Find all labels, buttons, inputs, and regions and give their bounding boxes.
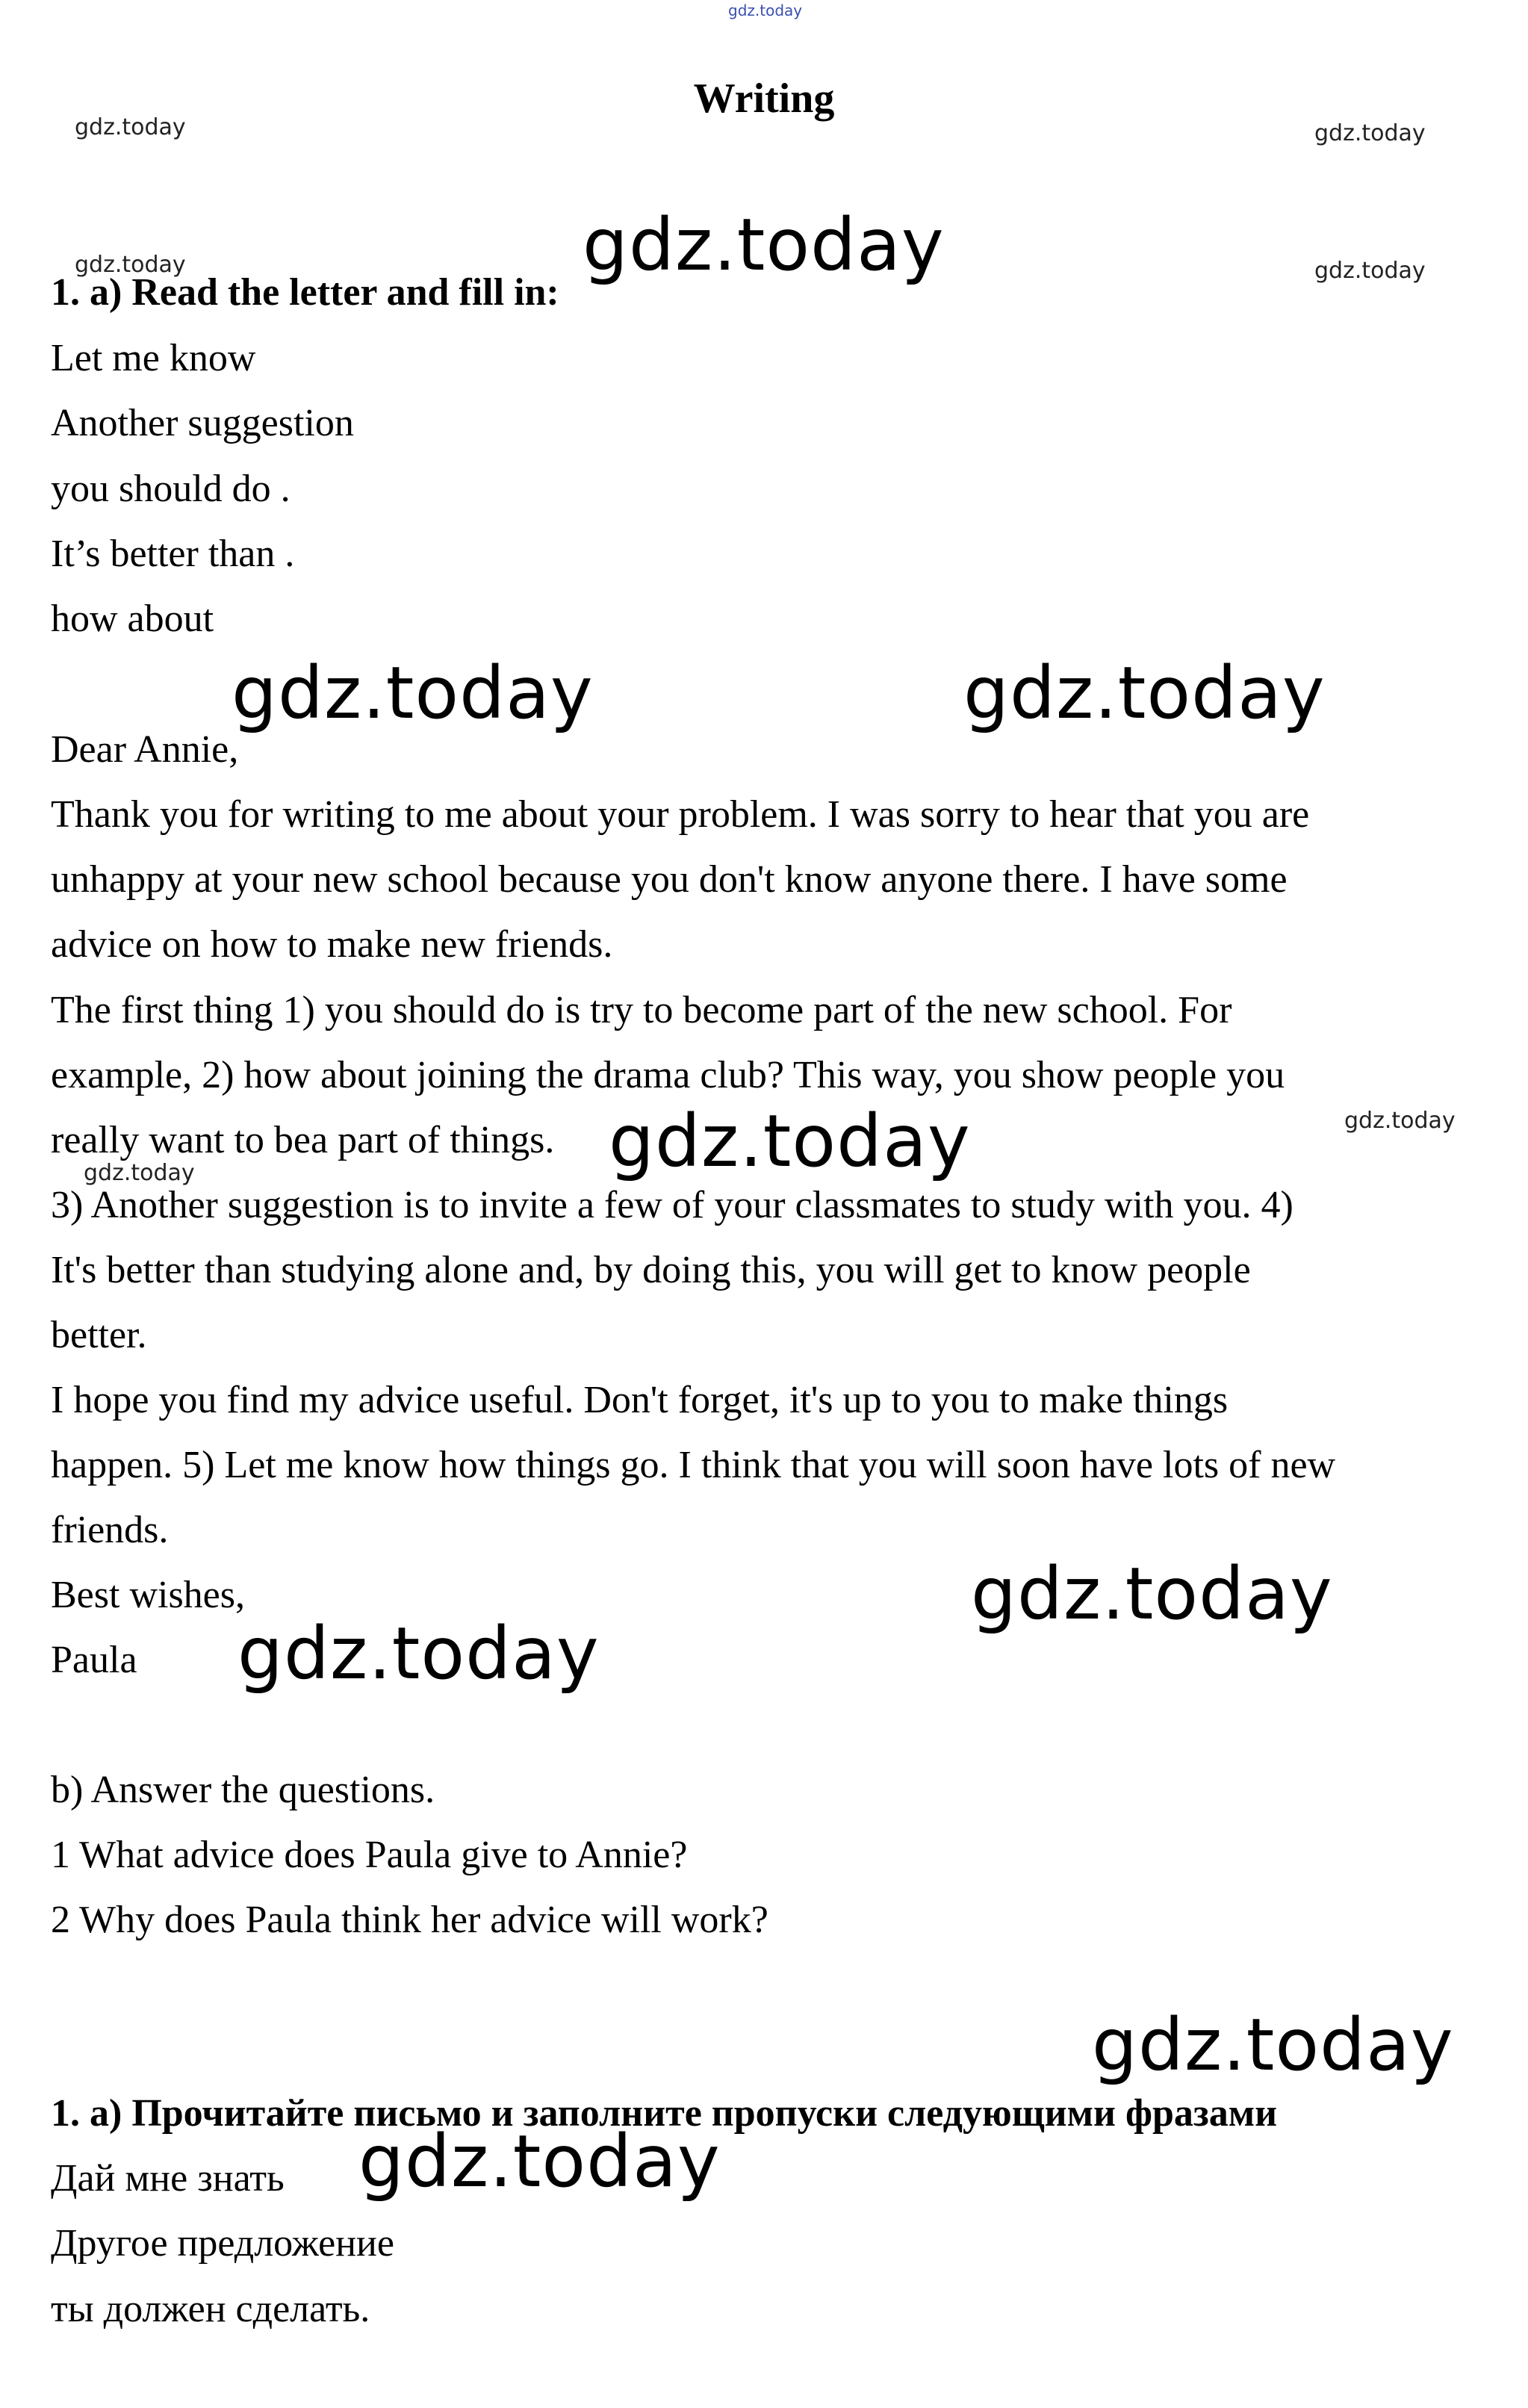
watermark-large: gdz.today <box>237 1612 600 1695</box>
watermark-small: gdz.today <box>1314 120 1426 146</box>
letter-line: advice on how to make new friends. <box>51 923 613 966</box>
letter-line: It's better than studying alone and, by doing this, you will get to know people <box>51 1249 1251 1291</box>
watermark-large: gdz.today <box>1092 2003 1454 2087</box>
watermark-small: gdz.today <box>75 114 186 140</box>
letter-line: happen. 5) Let me know how things go. I think that you will soon have lots of new <box>51 1444 1336 1486</box>
letter-line: I hope you find my advice useful. Don't forget, it's up to you to make things <box>51 1379 1229 1421</box>
watermark-large: gdz.today <box>609 1099 971 1183</box>
letter-line: Best wishes, <box>51 1574 245 1616</box>
letter-line: The first thing 1) you should do is try to become part of the new school. For <box>51 989 1232 1031</box>
question-item: 2 Why does Paula think her advice will work? <box>51 1899 768 1941</box>
watermark-large: gdz.today <box>963 651 1326 735</box>
phrase-item: you should do . <box>51 468 291 510</box>
task-b-heading: b) Answer the questions. <box>51 1769 435 1811</box>
task-a-heading: 1. a) Read the letter and fill in: <box>51 271 559 314</box>
watermark-large: gdz.today <box>971 1552 1333 1636</box>
translation-phrase: Другое предложение <box>51 2222 394 2265</box>
letter-line: Paula <box>51 1639 137 1681</box>
phrase-item: It’s better than . <box>51 533 295 575</box>
watermark-large: gdz.today <box>232 651 594 735</box>
translation-phrase: ты должен сделать. <box>51 2288 370 2330</box>
phrase-item: Another suggestion <box>51 402 354 444</box>
translation-phrase: Дай мне знать <box>51 2157 285 2200</box>
header-watermark: gdz.today <box>728 1 803 19</box>
watermark-small: gdz.today <box>1314 258 1426 284</box>
translation-heading: 1. a) Прочитайте письмо и заполните пропуски следующими фразами <box>51 2092 1278 2135</box>
letter-line: Dear Annie, <box>51 728 239 771</box>
phrase-item: Let me know <box>51 337 256 379</box>
letter-line: 3) Another suggestion is to invite a few of your classmates to study with you. 4) <box>51 1184 1293 1226</box>
letter-line: unhappy at your new school because you don't know anyone there. I have some <box>51 858 1288 901</box>
watermark-small: gdz.today <box>1344 1108 1456 1134</box>
page-title: Writing <box>693 75 835 122</box>
letter-line: really want to bea part of things. <box>51 1119 555 1161</box>
watermark-large: gdz.today <box>358 2120 721 2203</box>
letter-line: example, 2) how about joining the drama club? This way, you show people you <box>51 1054 1285 1096</box>
question-item: 1 What advice does Paula give to Annie? <box>51 1834 688 1876</box>
letter-line: better. <box>51 1314 147 1356</box>
watermark-small: gdz.today <box>75 252 186 278</box>
letter-line: friends. <box>51 1509 169 1551</box>
letter-line: Thank you for writing to me about your problem. I was sorry to hear that you are <box>51 793 1310 836</box>
watermark-large: gdz.today <box>583 203 945 287</box>
phrase-item: how about <box>51 598 214 640</box>
watermark-small: gdz.today <box>84 1160 195 1186</box>
